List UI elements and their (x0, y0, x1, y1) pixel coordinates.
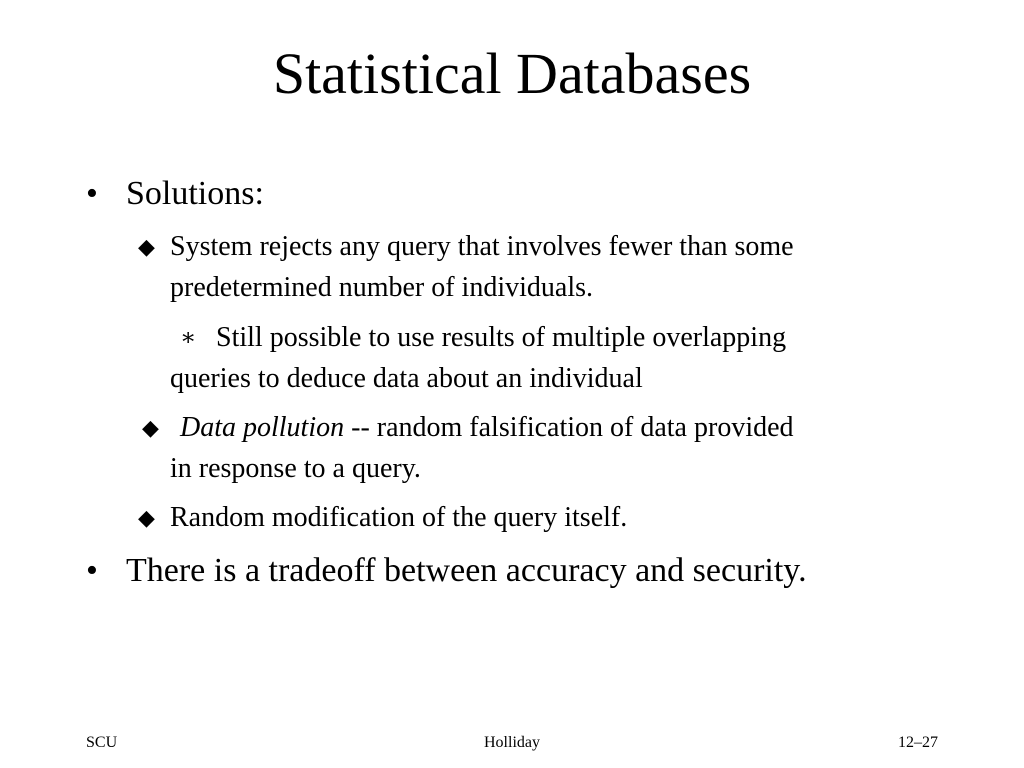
subitem-text: -- random falsification of data provided (344, 412, 794, 443)
emphasis-text: Data pollution (180, 412, 345, 443)
footer-right: 12–27 (898, 734, 938, 751)
subitem-line: in response to a query. (170, 453, 421, 484)
diamond-bullet-icon: ◆ (138, 505, 155, 530)
subitem-line: Random modification of the query itself. (170, 502, 628, 533)
subitem-line (180, 407, 794, 448)
bullet-tradeoff: There is a tradeoff between accuracy and security. (126, 552, 807, 589)
bullet-solutions: Solutions: (126, 175, 264, 212)
slide-title: Statistical Databases (272, 41, 752, 106)
subitem-line: predetermined number of individuals. (170, 272, 593, 303)
subitem-line: queries to deduce data about an individual (170, 363, 643, 394)
footer-left: SCU (86, 734, 118, 751)
subitem-line: Still possible to use results of multiple overlapping (216, 322, 787, 353)
bullet-dot: • (86, 175, 98, 212)
bullet-dot: • (86, 552, 98, 589)
footer-center: Holliday (484, 734, 540, 751)
diamond-bullet-icon: ◆ (138, 234, 155, 259)
asterisk-bullet-icon: ∗ (180, 325, 197, 351)
diamond-bullet-icon: ◆ (142, 415, 159, 440)
subitem-line: System rejects any query that involves fewer than some (170, 231, 794, 262)
